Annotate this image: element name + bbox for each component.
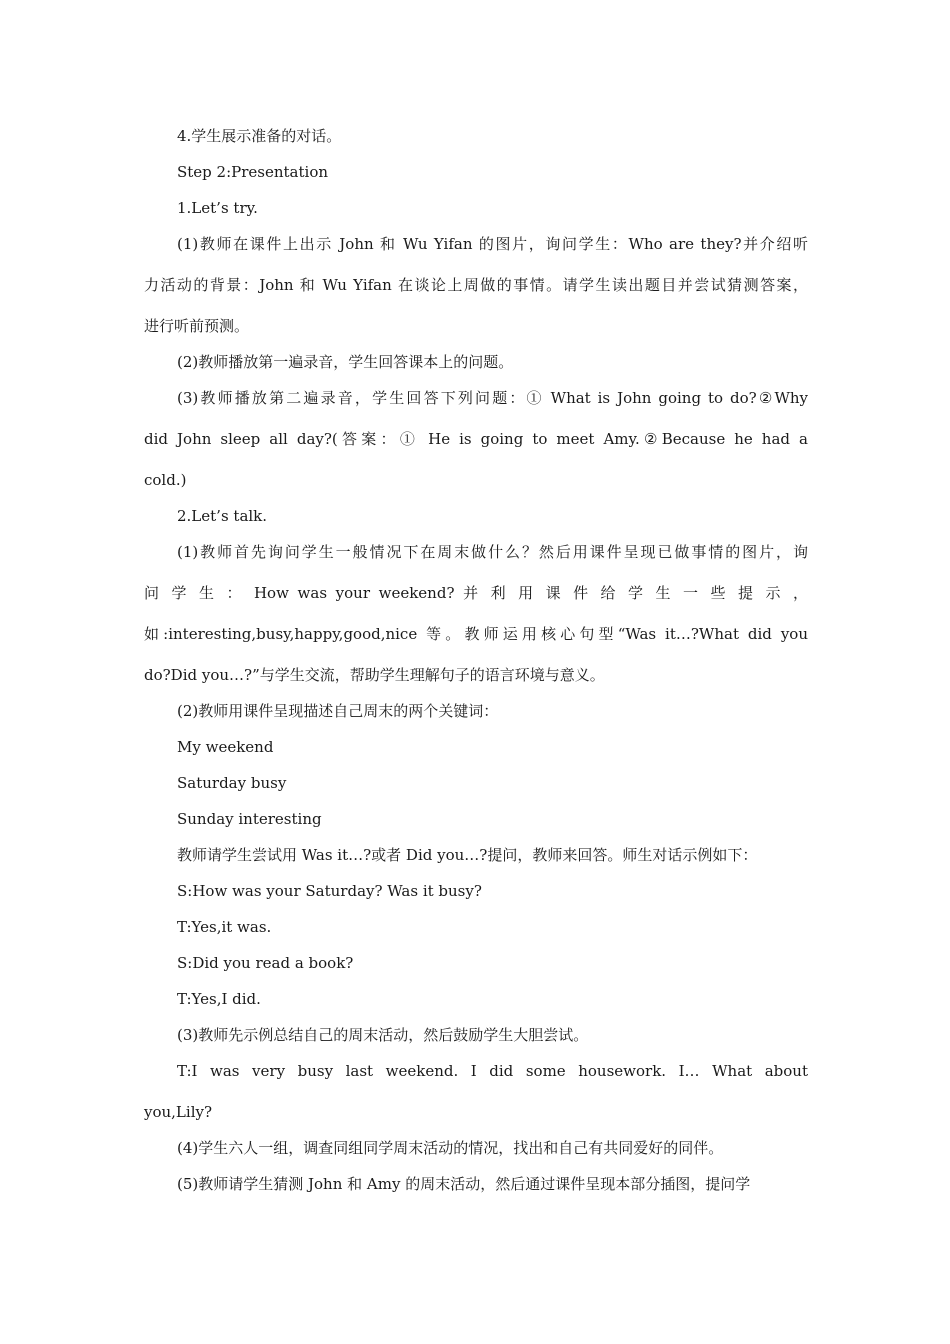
paragraph-line: (3)教师播放第二遍录音，学生回答下列问题：① What is John going to do?②Why — [177, 389, 808, 407]
keyword-line: Sunday interesting — [177, 810, 322, 828]
dialogue-line: T:Yes,I did. — [177, 990, 261, 1008]
dialogue-line: you,Lily? — [144, 1103, 213, 1121]
paragraph-line: 进行听前预测。 — [144, 317, 250, 335]
dialogue-line: S:How was your Saturday? Was it busy? — [177, 882, 482, 900]
keyword-line: Saturday busy — [177, 774, 287, 792]
paragraph-line: (1)教师首先询问学生一般情况下在周末做什么？然后用课件呈现已做事情的图片，询 — [177, 543, 808, 561]
paragraph-line: did John sleep all day?(答案：① He is going to meet Amy.②Because he had a — [144, 430, 808, 448]
paragraph-line: do?Did you…?”与学生交流，帮助学生理解句子的语言环境与意义。 — [144, 666, 605, 684]
dialogue-line: T:I was very busy last weekend. I did some housework. I… What about — [177, 1062, 808, 1080]
paragraph-line: (3)教师先示例总结自己的周末活动，然后鼓励学生大胆尝试。 — [177, 1026, 589, 1044]
step-heading: Step 2:Presentation — [177, 163, 329, 181]
paragraph-line: (5)教师请学生猜测 John 和 Amy 的周末活动，然后通过课件呈现本部分插图，提问学 — [177, 1175, 751, 1193]
dialogue-line: S:Did you read a book? — [177, 954, 354, 972]
paragraph-line: 问 学 生 ： How was your weekend? 并 利 用 课 件 给 学 生 一 些 提 示 ， — [144, 584, 808, 602]
paragraph-line: 教师请学生尝试用 Was it…?或者 Did you…?提问，教师来回答。师生对话示例如下： — [177, 846, 758, 864]
paragraph-line: cold.) — [144, 471, 187, 489]
paragraph-line: (2)教师播放第一遍录音，学生回答课本上的问题。 — [177, 353, 514, 371]
paragraph-line: (2)教师用课件呈现描述自己周末的两个关键词： — [177, 702, 499, 720]
section-heading: 2.Let’s talk. — [177, 507, 268, 525]
paragraph-line: 4.学生展示准备的对话。 — [177, 127, 342, 145]
dialogue-line: T:Yes,it was. — [177, 918, 272, 936]
paragraph-line: 力活动的背景：John 和 Wu Yifan 在谈论上周做的事情。请学生读出题目并尝试猜测答案， — [144, 276, 808, 294]
section-heading: 1.Let’s try. — [177, 199, 258, 217]
paragraph-line: 如:interesting,busy,happy,good,nice 等。教师运用核心句型“Was it…?What did you — [144, 625, 808, 643]
keyword-line: My weekend — [177, 738, 274, 756]
paragraph-line: (4)学生六人一组，调查同组同学周末活动的情况，找出和自己有共同爱好的同伴。 — [177, 1139, 724, 1157]
paragraph-line: (1)教师在课件上出示 John 和 Wu Yifan 的图片，询问学生：Who are they?并介绍听 — [177, 235, 808, 253]
